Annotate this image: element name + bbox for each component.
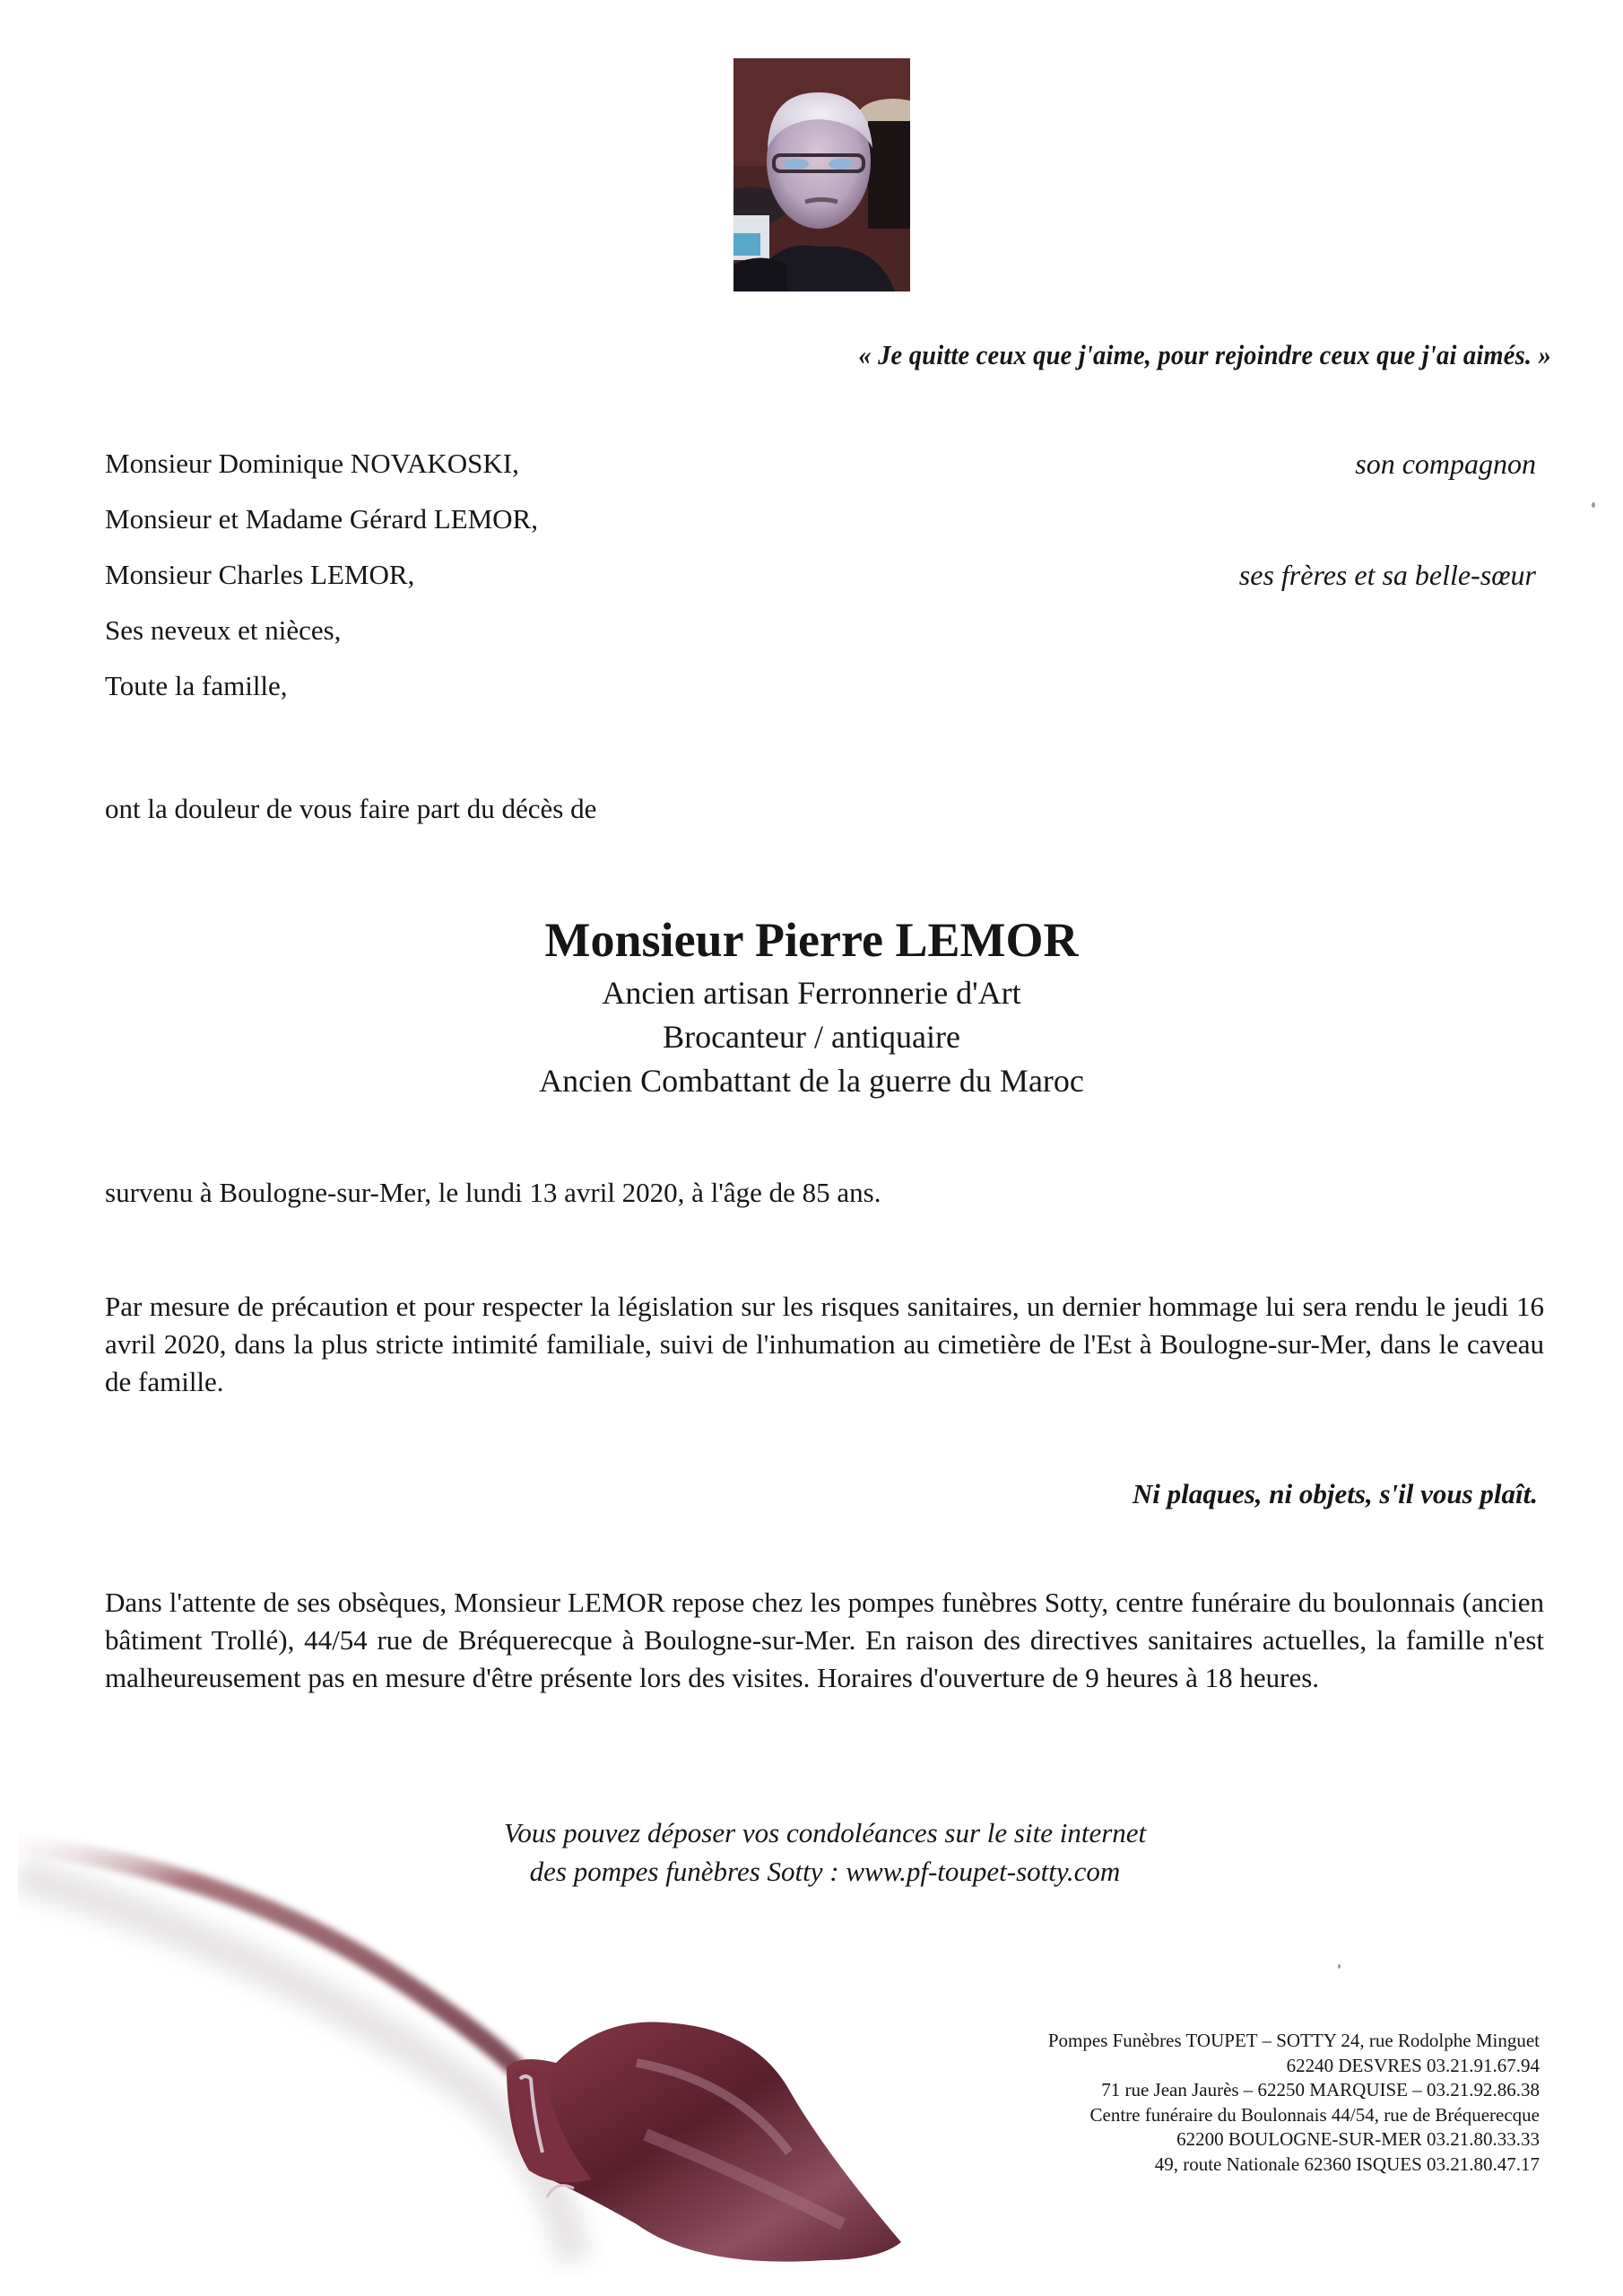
family-member: Monsieur Charles LEMOR, xyxy=(105,559,415,590)
scan-speck xyxy=(1338,1964,1341,1969)
portrait-photo xyxy=(733,58,910,291)
contact-line: 49, route Nationale 62360 ISQUES 03.21.80.47.17 xyxy=(1154,2152,1540,2175)
scan-speck xyxy=(1592,502,1595,508)
relation-label: son compagnon xyxy=(1355,448,1536,480)
epigraph-quote: « Je quitte ceux que j'aime, pour rejoindre ceux que j'ai aimés. » xyxy=(858,339,1551,370)
contact-line: 62240 DESVRES 03.21.91.67.94 xyxy=(1286,2054,1540,2076)
ceremony-paragraph: Par mesure de précaution et pour respecter la législation sur les risques sanitaires, un dernier hommage lui sera rendu le jeudi 16 avril 2020, dans la plus stricte intimité familiale, suivi de l'inhumation au cimetière de l'Est à Boulogne-sur-Mer, dans le caveau de famille. xyxy=(105,1291,1544,1397)
contact-line: Pompes Funèbres TOUPET – SOTTY 24, rue Rodolphe Minguet xyxy=(1047,2030,1540,2051)
contact-line: 71 rue Jean Jaurès – 62250 MARQUISE – 03.21.92.86.38 xyxy=(1101,2079,1540,2100)
deceased-title: Ancien Combattant de la guerre du Maroc xyxy=(539,1063,1084,1099)
funeral-home-contacts xyxy=(1048,2029,1540,2177)
visitation-paragraph: Dans l'attente de ses obsèques, Monsieur LEMOR repose chez les pompes funèbres Sotty, centre funéraire du boulonnais (ancien bâtiment Trollé), 44/54 rue de Bréquerecque à Boulogne-sur-Mer. En raison des directives sanitaires actuelles, la famille n'est malheureusement pas en mesure d'être présente lors des visites. Horaires d'ouverture de 9 heures à 18 heures. xyxy=(105,1587,1544,1693)
relation-label: ses frères et sa belle-sœur xyxy=(1238,559,1536,591)
family-member: Ses neveux et nièces, xyxy=(105,614,342,646)
deceased-title: Brocanteur / antiquaire xyxy=(663,1019,960,1055)
condolences-link[interactable]: des pompes funèbres Sotty : www.pf-toupet-sotty.com xyxy=(529,1856,1121,1887)
deceased-name: Monsieur Pierre LEMOR xyxy=(544,913,1079,967)
family-member: Monsieur et Madame Gérard LEMOR, xyxy=(105,503,538,535)
family-member: Toute la famille, xyxy=(105,670,288,701)
portrait-icon xyxy=(733,58,910,291)
family-relations xyxy=(1239,436,1536,603)
family-list xyxy=(105,436,538,714)
announcement-text: ont la douleur de vous faire part du décès de xyxy=(105,793,597,824)
contact-line: Centre funéraire du Boulonnais 44/54, rue de Bréquerecque xyxy=(1089,2103,1540,2126)
condolences-line: Vous pouvez déposer vos condoléances sur le site internet xyxy=(503,1817,1147,1848)
death-notice: survenu à Boulogne-sur-Mer, le lundi 13 avril 2020, à l'âge de 85 ans. xyxy=(105,1177,881,1208)
contact-line: 62200 BOULOGNE-SUR-MER 03.21.80.33.33 xyxy=(1176,2128,1540,2150)
family-member: Monsieur Dominique NOVAKOSKI, xyxy=(105,448,519,479)
deceased-title: Ancien artisan Ferronnerie d'Art xyxy=(602,975,1021,1011)
deceased-block xyxy=(0,909,1623,1103)
condolences-text xyxy=(377,1813,1273,1891)
no-flowers-request: Ni plaques, ni objets, s'il vous plaît. xyxy=(1132,1478,1538,1509)
